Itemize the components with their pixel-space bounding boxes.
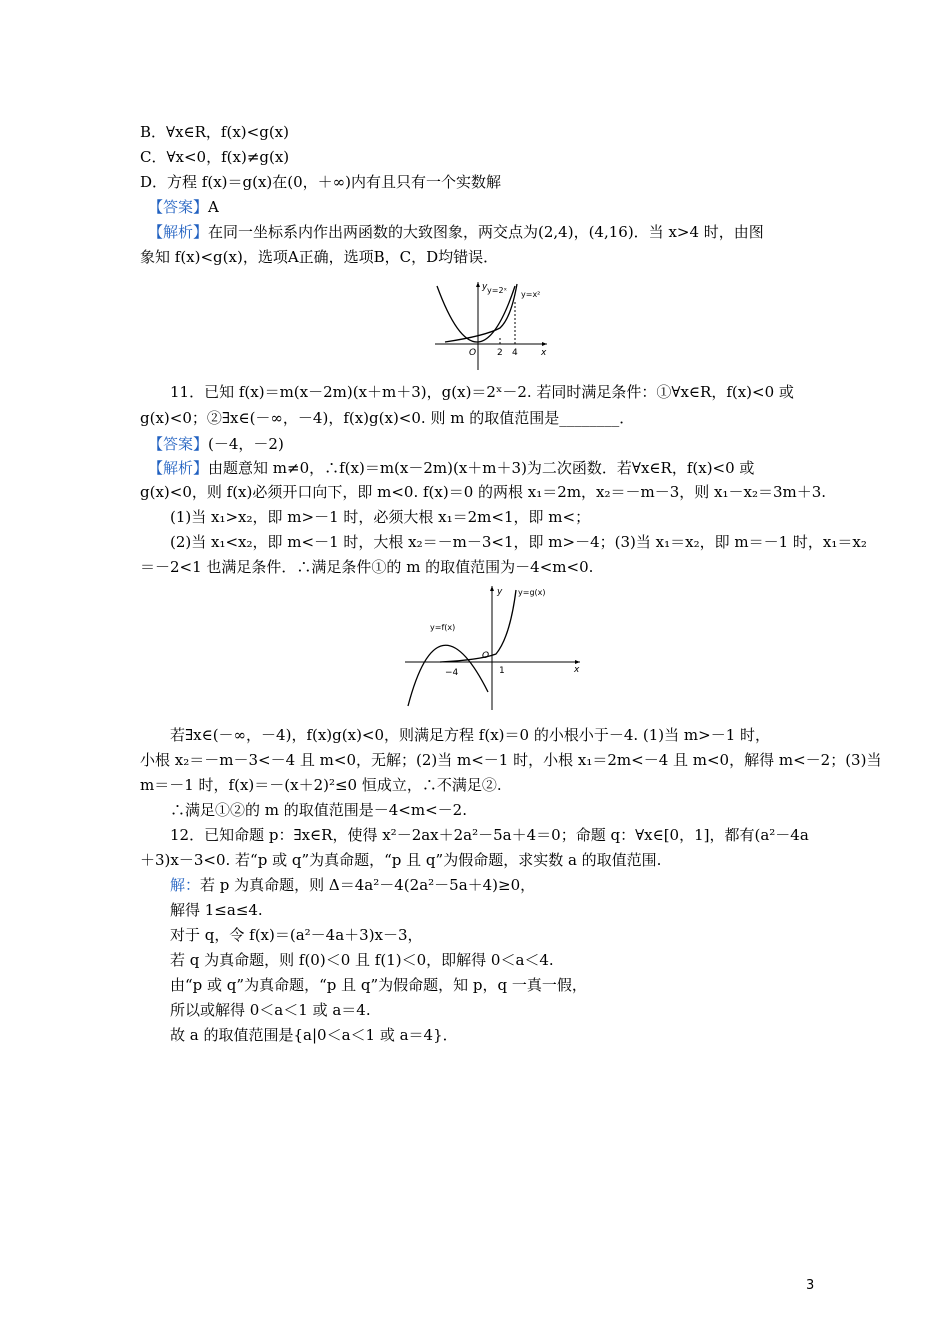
solution-12-conclusion: 故 a 的取值范围是{a|0＜a＜1 或 a＝4}． [170, 1026, 458, 1044]
fig1-exp-label: y=2ˣ [487, 286, 508, 295]
fig2-y-label: y [497, 587, 503, 597]
analysis-11-line3: (1)当 x₁>x₂，即 m>－1 时，必须大根 x₁＝2m<1，即 m<； [170, 508, 591, 526]
fig1-tick-4: 4 [512, 348, 518, 358]
option-b: B．∀x∈R，f(x)<g(x) [140, 123, 289, 141]
analysis-11-line8: m＝－1 时，f(x)＝－(x＋2)²≤0 恒成立，∴不满足②. [140, 776, 502, 794]
fig2-origin: O [482, 651, 490, 661]
question-12-line1: 12．已知命题 p：∃x∈R，使得 x²－2ax＋2a²－5a＋4＝0；命题 q：∀x∈[0，1]，都有(a²－4a [170, 826, 809, 844]
fig1-sq-label: y=x² [521, 290, 541, 299]
fig1-origin: O [469, 348, 477, 358]
solution-12-line5: 由“p 或 q”为真命题，“p 且 q”为假命题，知 p，q 一真一假， [170, 976, 587, 994]
solution-12-line1: 解：若 p 为真命题，则 Δ＝4a²－4(2a²－5a＋4)≥0， [170, 876, 536, 894]
analysis-11-line6: 若∃x∈(－∞，－4)，f(x)g(x)<0，则满足方程 f(x)＝0 的小根小于－4. (1)当 m>－1 时， [170, 726, 771, 744]
analysis-11-conclusion: ∴满足①②的 m 的取值范围是－4<m<－2. [170, 801, 467, 819]
question-12-line2: ＋3)x－3<0. 若“p 或 q”为真命题，“p 且 q”为假命题，求实数 a 的取值范围. [140, 851, 662, 869]
question-11-line2: g(x)<0；②∃x∈(－∞，－4)，f(x)g(x)<0. 则 m 的取值范围是________． [140, 409, 635, 427]
page-number: 3 [806, 1278, 815, 1293]
analysis-11-line5: ＝－2<1 也满足条件．∴满足条件①的 m 的取值范围为－4<m<0. [140, 558, 594, 576]
analysis-10-line1: 【解析】在同一坐标系内作出两函数的大致图象，两交点为(2,4)，(4,16)．当 x>4 时，由图 [148, 223, 764, 241]
fig2-tick-m4: −4 [445, 668, 459, 678]
fig2-tick-1: 1 [499, 666, 505, 676]
fig1-y-label: y [482, 282, 488, 292]
analysis-11-line2: g(x)<0，则 f(x)必须开口向下，即 m<0. f(x)＝0 的两根 x₁＝2m，x₂＝－m－3，则 x₁－x₂＝3m＋3. [140, 483, 827, 501]
analysis-11-line7: 小根 x₂＝－m－3<－4 且 m<0，无解；(2)当 m<－1 时，小根 x₁＝2m<－4 且 m<0，解得 m<－2；(3)当 [140, 751, 882, 769]
analysis-10-line2: 象知 f(x)<g(x)，选项A正确，选项B，C，D均错误． [140, 248, 499, 266]
figure-exp-vs-square [425, 278, 555, 374]
answer-10: 【答案】A [148, 198, 219, 216]
fig1-tick-2: 2 [497, 348, 503, 358]
question-11-line1: 11．已知 f(x)＝m(x－2m)(x＋m＋3)，g(x)＝2ˣ－2. 若同时满足条件：①∀x∈R，f(x)<0 或 [170, 383, 794, 401]
solution-12-line2: 解得 1≤a≤4. [170, 901, 263, 919]
solution-12-line4: 若 q 为真命题，则 f(0)＜0 且 f(1)＜0，即解得 0＜a＜4. [170, 951, 554, 969]
solution-12-line6: 所以或解得 0＜a＜1 或 a＝4. [170, 1001, 371, 1019]
figure-fx-gx [400, 582, 590, 712]
analysis-11-line1: 【解析】由题意知 m≠0，∴f(x)＝m(x－2m)(x＋m＋3)为二次函数．若∀x∈R，f(x)<0 或 [148, 459, 755, 477]
analysis-11-line4: (2)当 x₁<x₂，即 m<－1 时，大根 x₂＝－m－3<1，即 m>－4；(3)当 x₁＝x₂，即 m＝－1 时，x₁＝x₂ [170, 533, 867, 551]
option-c: C．∀x<0，f(x)≠g(x) [140, 148, 290, 166]
fig2-f-label: y=f(x) [430, 623, 456, 632]
fig2-x-label: x [574, 665, 580, 675]
option-d: D．方程 f(x)＝g(x)在(0，＋∞)内有且只有一个实数解 [140, 173, 502, 191]
solution-12-line3: 对于 q，令 f(x)＝(a²－4a＋3)x－3， [170, 926, 423, 944]
fig2-g-label: y=g(x) [518, 588, 546, 597]
answer-11: 【答案】(－4，－2) [148, 435, 284, 453]
fig1-x-label: x [541, 348, 547, 358]
